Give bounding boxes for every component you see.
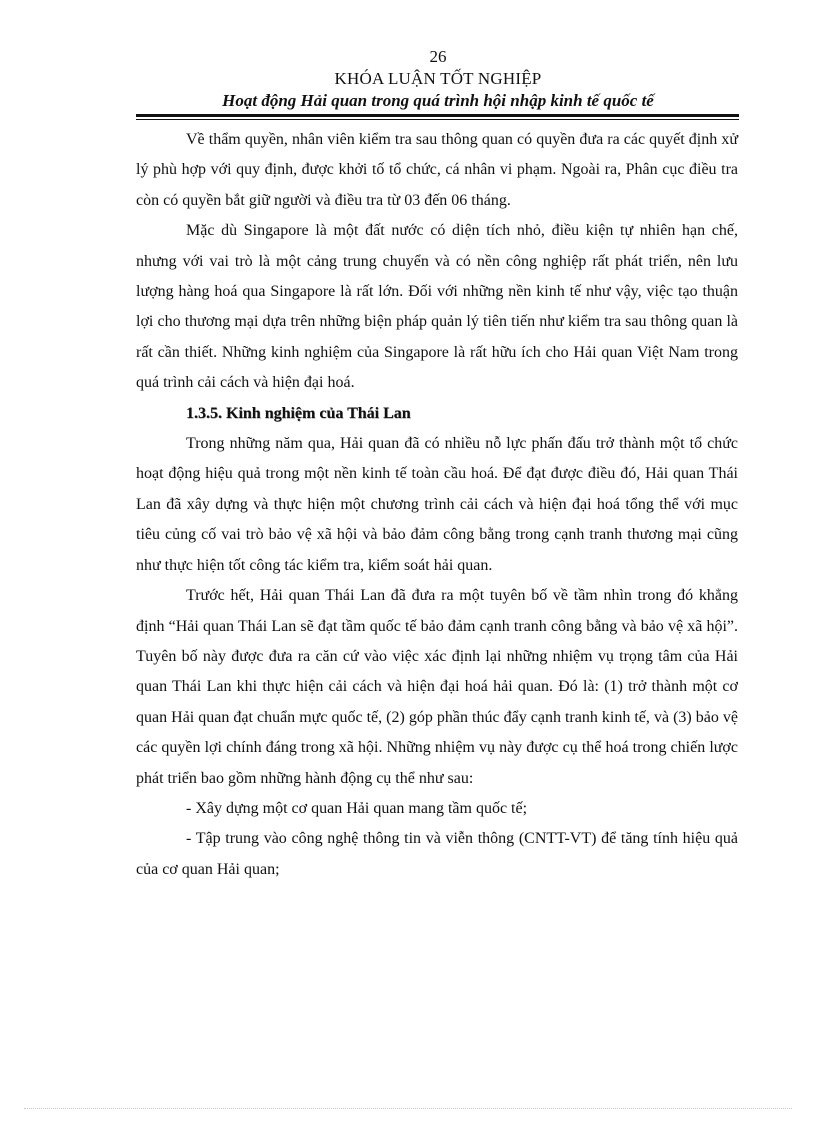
document-body xyxy=(136,125,738,885)
page-number: 26 xyxy=(429,47,447,66)
paragraph-thailand-vision: Trước hết, Hải quan Thái Lan đã đưa ra một tuyên bố về tầm nhìn trong đó khẳng định “Hải quan Thái Lan sẽ đạt tầm quốc tế bảo đảm cạnh tranh công bằng và bảo vệ xã hội”. Tuyên bố này được đưa ra căn cứ vào việc xác định lại những nhiệm vụ trọng tâm của Hải quan Thái Lan khi thực hiện cải cách và hiện đại hoá hải quan. Đó là: (1) trở thành một cơ quan Hải quan đạt chuẩn mực quốc tế, (2) góp phần thúc đẩy cạnh tranh kinh tế, và (3) bảo vệ các quyền lợi chính đáng trong xã hội. Những nhiệm vụ này được cụ thể hoá trong chiến lược phát triển bao gồm những hành động cụ thể như sau: xyxy=(136,587,738,787)
header-divider-thin xyxy=(136,119,739,120)
paragraph-authority: Về thẩm quyền, nhân viên kiểm tra sau thông quan có quyền đưa ra các quyết định xử lý phù hợp với quy định, được khởi tố tổ chức, cá nhân vi phạm. Ngoài ra, Phân cục điều tra còn có quyền bắt giữ người và điều tra từ 03 đến 06 tháng. xyxy=(136,131,738,209)
header-divider xyxy=(136,114,739,117)
paragraph-singapore: Mặc dù Singapore là một đất nước có diện tích nhỏ, điều kiện tự nhiên hạn chế, nhưng với vai trò là một cảng trung chuyển và có nền công nghiệp rất phát triển, nên lưu lượng hàng hoá qua Singapore là rất lớn. Đối với những nền kinh tế như vậy, việc tạo thuận lợi cho thương mại dựa trên những biện pháp quản lý tiên tiến như kiểm tra sau thông quan là rất cần thiết. Những kinh nghiệm của Singapore là rất hữu ích cho Hải quan Việt Nam trong quá trình cải cách và hiện đại hoá. xyxy=(136,222,738,392)
section-heading: 1.3.5. Kinh nghiệm của Thái Lan xyxy=(186,404,411,422)
list-item: - Xây dựng một cơ quan Hải quan mang tầm quốc tế; xyxy=(186,799,528,817)
paragraph-thailand-efforts: Trong những năm qua, Hải quan đã có nhiều nỗ lực phấn đấu trở thành một tổ chức hoạt động hiệu quả trong một nền kinh tế toàn cầu hoá. Để đạt được điều đó, Hải quan Thái Lan đã xây dựng và thực hiện một chương trình cải cách và hiện đại hoá tổng thể với mục tiêu củng cố vai trò bảo vệ xã hội và bảo đảm công bằng trong cạnh tranh thương mại cũng như thực hiện tốt công tác kiểm tra, kiểm soát hải quan. xyxy=(136,435,738,574)
thesis-topic: Hoạt động Hải quan trong quá trình hội nhập kinh tế quốc tế xyxy=(222,91,654,110)
page-bottom-border xyxy=(24,1108,792,1109)
list-item: - Tập trung vào công nghệ thông tin và viễn thông (CNTT-VT) để tăng tính hiệu quả của cơ quan Hải quan; xyxy=(136,830,738,878)
thesis-title: KHÓA LUẬN TỐT NGHIỆP xyxy=(334,69,542,88)
